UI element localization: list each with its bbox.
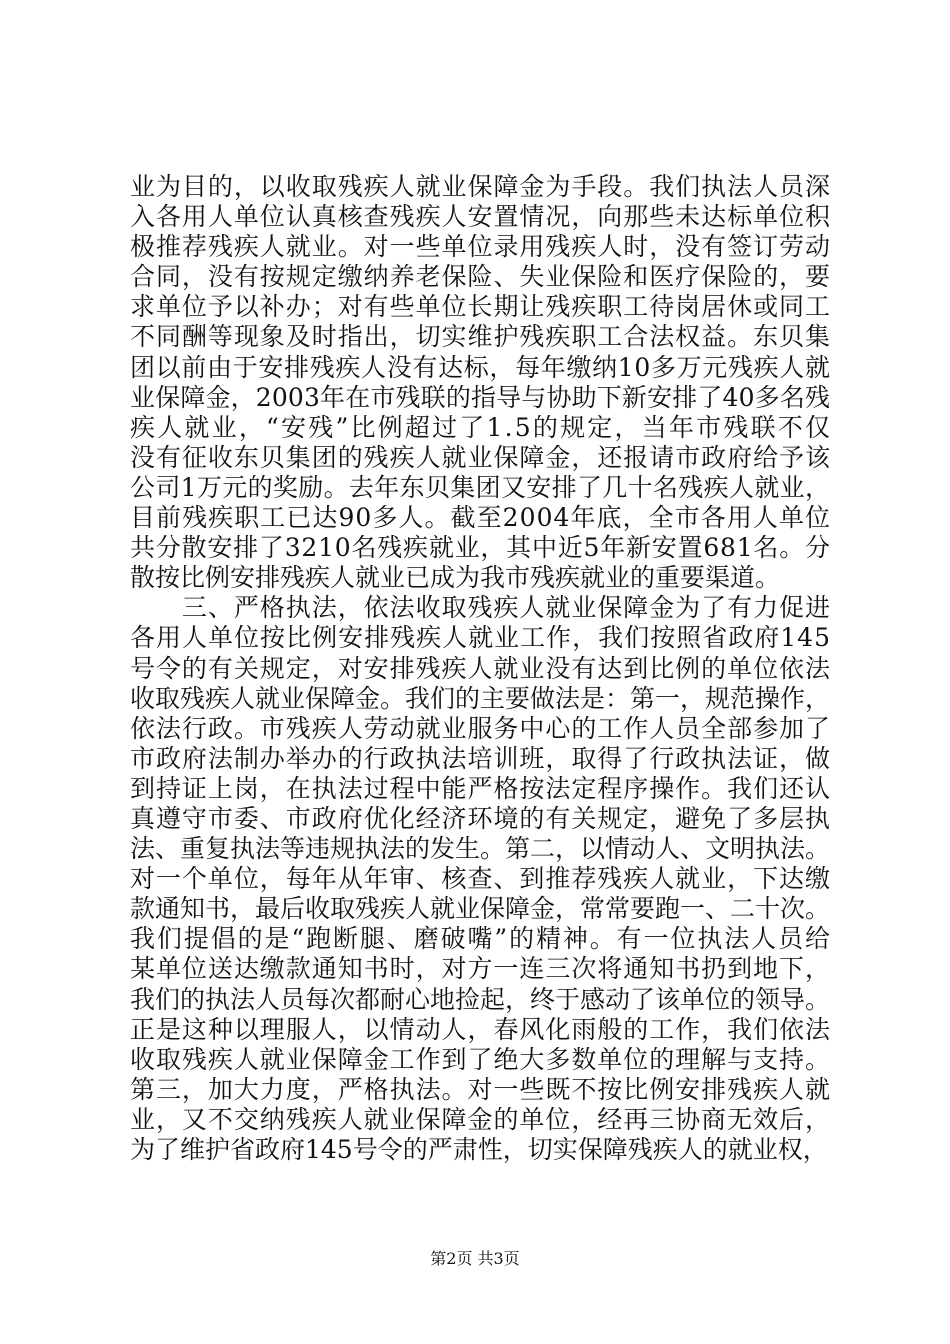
text-line: 市政府法制办举办的行政执法培训班，取得了行政执法证，做 [130, 743, 831, 773]
text-line: 目前残疾职工已达90多人。截至2004年底，全市各用人单位 [130, 503, 832, 533]
text-line: 到持证上岗，在执法过程中能严格按法定程序操作。我们还认 [130, 773, 831, 803]
text-line: 正是这种以理服人，以情动人，春风化雨般的工作，我们依法 [130, 1014, 831, 1044]
text-line: 我们提倡的是“跑断腿、磨破嘴”的精神。有一位执法人员给 [130, 924, 832, 954]
text-line: 某单位送达缴款通知书时，对方一连三次将通知书扔到地下， [130, 954, 831, 984]
text-line: 疾人就业，“安残”比例超过了1.5的规定，当年市残联不仅 [130, 412, 833, 442]
text-line: 款通知书，最后收取残疾人就业保障金，常常要跑一、二十次。 [130, 894, 830, 924]
text-line: 不同酬等现象及时指出，切实维护残疾职工合法权益。东贝集 [130, 322, 831, 352]
text-line: 真遵守市委、市政府优化经济环境的有关规定，避免了多层执 [130, 803, 831, 833]
text-line: 各用人单位按比例安排残疾人就业工作，我们按照省政府145 [130, 623, 831, 653]
text-line: 我们的执法人员每次都耐心地捡起，终于感动了该单位的领导。 [130, 984, 830, 1014]
text-line: 公司1万元的奖励。去年东贝集团又安排了几十名残疾人就业， [130, 472, 831, 502]
text-line: 为了维护省政府145号令的严肃性，切实保障残疾人的就业权， [130, 1135, 828, 1164]
text-line: 散按比例安排残疾人就业已成为我市残疾就业的重要渠道。 [130, 563, 781, 593]
text-line: 共分散安排了3210名残疾就业，其中近5年新安置681名。分 [130, 533, 831, 563]
text-line: 团以前由于安排残疾人没有达标，每年缴纳10多万元残疾人就 [130, 352, 831, 382]
text-line: 对一个单位，每年从年审、核查、到推荐残疾人就业，下达缴 [130, 864, 831, 894]
text-line: 收取残疾人就业保障金工作到了绝大多数单位的理解与支持。 [130, 1044, 831, 1074]
text-line: 合同，没有按规定缴纳养老保险、失业保险和医疗保险的，要 [130, 262, 831, 292]
text-line: 入各用人单位认真核查残疾人安置情况，向那些未达标单位积 [130, 202, 831, 232]
text-line: 第三，加大力度，严格执法。对一些既不按比例安排残疾人就 [130, 1074, 831, 1104]
page-footer: 第2页 共3页 [430, 1249, 520, 1268]
text-line: 业，又不交纳残疾人就业保障金的单位，经再三协商无效后， [130, 1104, 831, 1134]
text-line: 没有征收东贝集团的残疾人就业保障金，还报请市政府给予该 [130, 442, 831, 472]
text-line: 依法行政。市残疾人劳动就业服务中心的工作人员全部参加了 [130, 713, 831, 743]
text-line: 求单位予以补办；对有些单位长期让残疾职工待岗居休或同工 [130, 292, 831, 322]
text-line: 收取残疾人就业保障金。我们的主要做法是：第一，规范操作， [130, 683, 830, 713]
text-line: 业为目的，以收取残疾人就业保障金为手段。我们执法人员深 [130, 172, 831, 201]
text-line: 业保障金，2003年在市残联的指导与协助下新安排了40多名残 [130, 382, 831, 412]
text-line: 法、重复执法等违规执法的发生。第二，以情动人、文明执法。 [130, 834, 830, 864]
text-line: 号令的有关规定，对安排残疾人就业没有达到比例的单位依法 [130, 653, 831, 683]
body-text [130, 172, 833, 1165]
text-line: 极推荐残疾人就业。对一些单位录用残疾人时，没有签订劳动 [130, 232, 831, 262]
text-line: 三、严格执法，依法收取残疾人就业保障金为了有力促进 [130, 593, 831, 623]
